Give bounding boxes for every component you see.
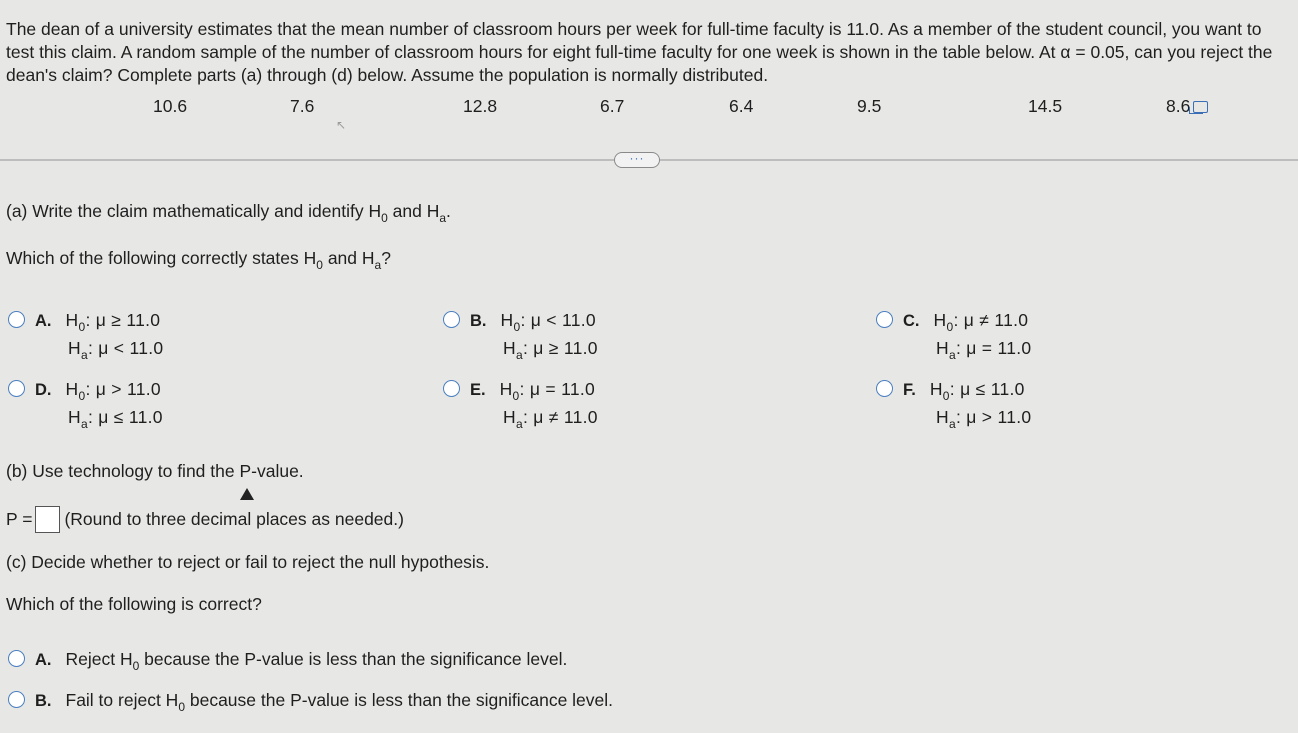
option-b-ha: $H_a$: μ ≥ 11.0: [503, 338, 598, 362]
mouse-cursor-icon: [240, 488, 254, 500]
option-c-h0[interactable]: C. $H_0$: μ ≠ 11.0: [876, 310, 1028, 331]
data-value: 8.6: [1166, 96, 1191, 116]
option-e-ha: $H_a$: μ ≠ 11.0: [503, 407, 598, 431]
data-value: 9.5: [857, 96, 882, 116]
radio-button[interactable]: [443, 380, 460, 397]
part-c-question: Which of the following is correct?: [6, 594, 262, 614]
p-value-row: [6, 506, 404, 533]
option-c-a[interactable]: A. Reject $H_0$ because the P-value is less than the significance level.: [8, 649, 567, 670]
option-d-h0[interactable]: D. $H_0$: μ > 11.0: [8, 379, 161, 400]
p-value-input[interactable]: [35, 506, 60, 533]
radio-button[interactable]: [443, 311, 460, 328]
part-c-heading: (c) Decide whether to reject or fail to reject the null hypothesis.: [6, 552, 490, 572]
more-button[interactable]: ···: [614, 152, 660, 168]
radio-button[interactable]: [8, 380, 25, 397]
radio-button[interactable]: [8, 311, 25, 328]
rounding-note: (Round to three decimal places as needed.): [64, 509, 404, 529]
radio-button[interactable]: [8, 650, 25, 667]
data-value: 6.4: [729, 96, 754, 116]
radio-button[interactable]: [876, 311, 893, 328]
data-value: 10.6: [153, 96, 188, 116]
option-f-h0[interactable]: F. $H_0$: μ ≤ 11.0: [876, 379, 1025, 400]
part-b-heading: (b) Use technology to find the P-value.: [6, 461, 304, 481]
copy-data-icon[interactable]: [1193, 101, 1208, 113]
option-a-ha: $H_a$: μ < 11.0: [68, 338, 164, 362]
option-c-b[interactable]: B. Fail to reject $H_0$ because the P-value is less than the significance level.: [8, 690, 613, 711]
data-value: 7.6: [290, 96, 315, 116]
option-a-h0[interactable]: A. $H_0$: μ ≥ 11.0: [8, 310, 160, 331]
radio-button[interactable]: [8, 691, 25, 708]
data-value-last: [1166, 96, 1208, 117]
problem-statement: The dean of a university estimates that the mean number of classroom hours per week for full-time faculty is 11.0. As a member of the student council, you want to test this claim. A random sample of the number of classroom hours for eight full-time faculty for one week is shown in the table below. At α = 0.05, can you reject the dean's claim? Complete parts (a) through (d) below. Assume the population is normally distributed.: [6, 19, 1273, 85]
radio-button[interactable]: [876, 380, 893, 397]
option-d-ha: $H_a$: μ ≤ 11.0: [68, 407, 163, 431]
option-c-ha: $H_a$: μ = 11.0: [936, 338, 1032, 362]
part-a-question: Which of the following correctly states $H_0$ and $H_a$?: [6, 248, 391, 272]
option-e-h0[interactable]: E. $H_0$: μ = 11.0: [443, 379, 595, 400]
option-b-h0[interactable]: B. $H_0$: μ < 11.0: [443, 310, 596, 331]
p-label: P =: [6, 509, 33, 529]
data-value: 12.8: [463, 96, 498, 116]
part-a-heading: (a) Write the claim mathematically and identify $H_0$ and $H_a$.: [6, 201, 451, 225]
data-value: 14.5: [1028, 96, 1063, 116]
pointer-ghost-icon: ↖: [336, 118, 347, 132]
option-f-ha: $H_a$: μ > 11.0: [936, 407, 1032, 431]
data-value: 6.7: [600, 96, 625, 116]
